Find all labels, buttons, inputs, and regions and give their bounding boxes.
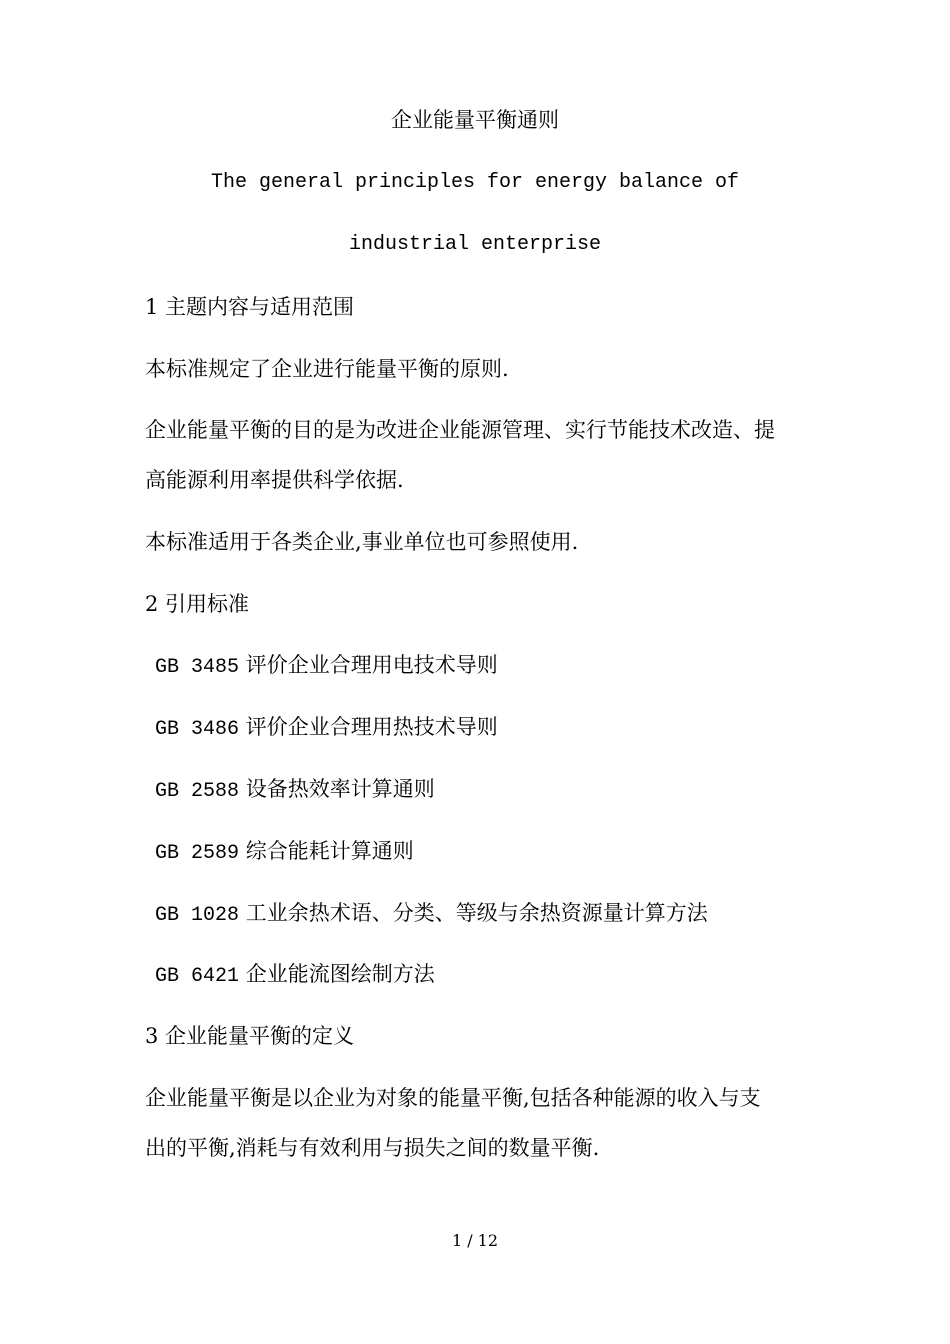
reference-title: 综合能耗计算通则 bbox=[245, 839, 414, 863]
reference-code: GB 6421 bbox=[155, 965, 240, 988]
document-title: 企业能量平衡通则 bbox=[391, 108, 559, 132]
section-1-paragraph-2-line-2: 高能源利用率提供科学依据. bbox=[145, 468, 404, 492]
reference-title: 企业能流图绘制方法 bbox=[245, 962, 435, 986]
section-3-heading: 3 企业能量平衡的定义 bbox=[145, 1024, 355, 1048]
reference-title: 设备热效率计算通则 bbox=[245, 777, 435, 801]
reference-code: GB 2588 bbox=[155, 780, 240, 803]
reference-title: 评价企业合理用电技术导则 bbox=[245, 653, 498, 677]
reference-code: GB 3486 bbox=[155, 718, 240, 741]
section-2-heading: 2 引用标准 bbox=[145, 592, 250, 616]
english-title-line-2: industrial enterprise bbox=[348, 233, 602, 256]
section-1-paragraph-1: 本标准规定了企业进行能量平衡的原则. bbox=[145, 357, 509, 381]
section-1-heading: 1 主题内容与适用范围 bbox=[145, 295, 355, 319]
reference-title: 评价企业合理用热技术导则 bbox=[245, 715, 498, 739]
english-title-line-1: The general principles for energy balance of bbox=[210, 171, 740, 194]
reference-code: GB 3485 bbox=[155, 656, 240, 679]
section-1-paragraph-2-line-1: 企业能量平衡的目的是为改进企业能源管理、实行节能技术改造、提 bbox=[145, 418, 775, 442]
reference-item bbox=[155, 651, 498, 682]
reference-code: GB 1028 bbox=[155, 904, 240, 927]
reference-item bbox=[155, 837, 414, 868]
section-3-paragraph-line-1: 企业能量平衡是以企业为对象的能量平衡,包括各种能源的收入与支 bbox=[145, 1086, 761, 1110]
reference-item bbox=[155, 775, 435, 806]
reference-code: GB 2589 bbox=[155, 842, 240, 865]
reference-item bbox=[155, 960, 435, 991]
reference-title: 工业余热术语、分类、等级与余热资源量计算方法 bbox=[245, 901, 708, 925]
reference-item bbox=[155, 713, 498, 744]
reference-item bbox=[155, 899, 708, 930]
page-number: 1 / 12 bbox=[451, 1231, 499, 1250]
section-1-paragraph-3: 本标准适用于各类企业,事业单位也可参照使用. bbox=[145, 530, 579, 554]
section-3-paragraph-line-2: 出的平衡,消耗与有效利用与损失之间的数量平衡. bbox=[145, 1136, 600, 1160]
